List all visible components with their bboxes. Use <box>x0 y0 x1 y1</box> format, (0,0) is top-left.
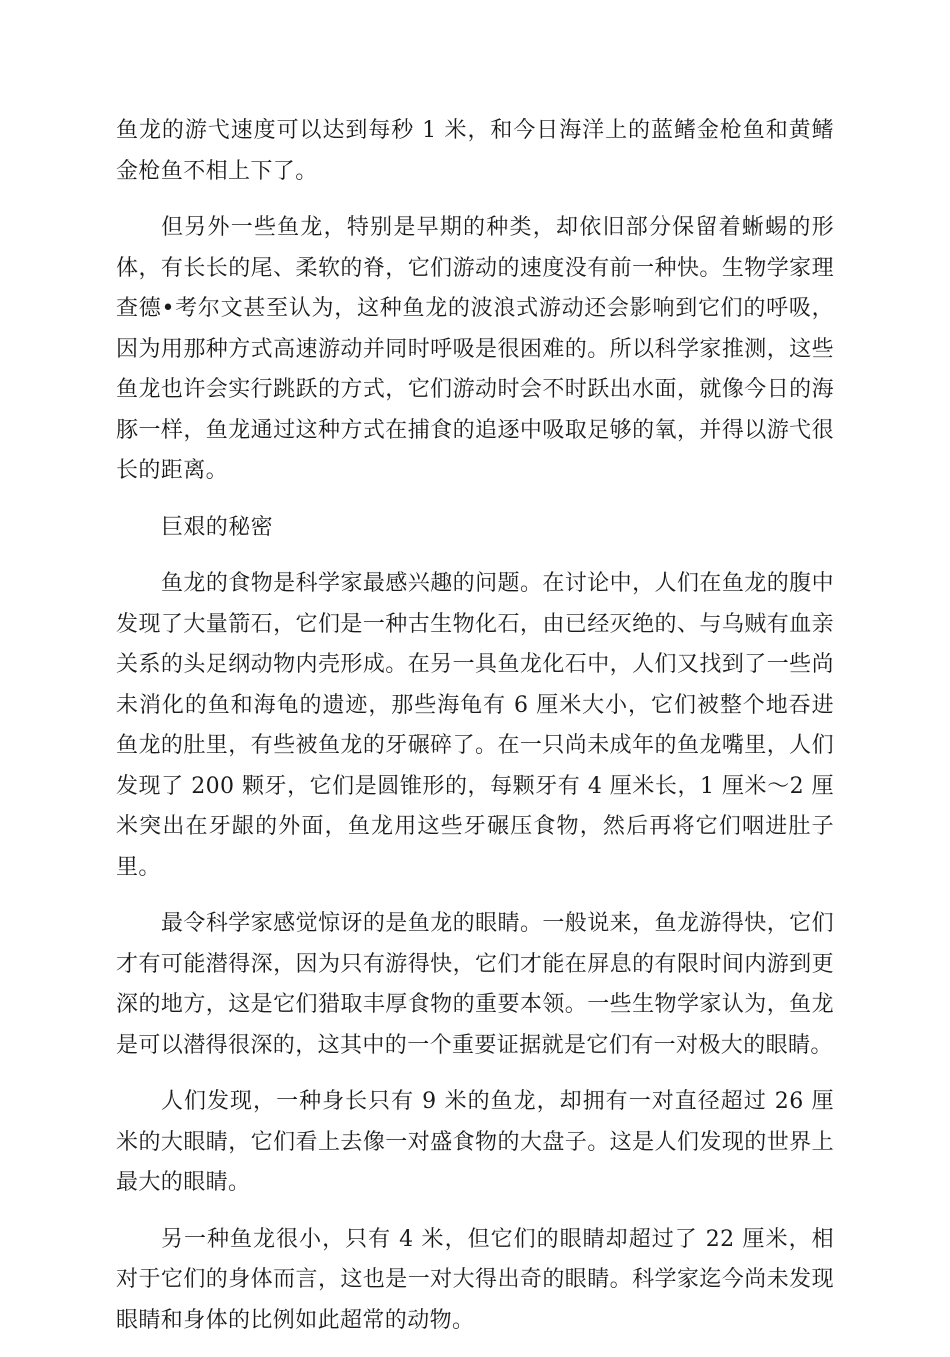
paragraph-swim-speed: 鱼龙的游弋速度可以达到每秒 1 米，和今日海洋上的蓝鳍金枪鱼和黄鳍金枪鱼不相上下了。 <box>116 118 834 184</box>
paragraph-eyes: 最令科学家感觉惊讶的是鱼龙的眼睛。一般说来，鱼龙游得快，它们才有可能潜得深，因为只有游得快，它们才能在屏息的有限时间内游到更深的地方，这是它们猎取丰厚食物的重要本领。一些生物学家认为，鱼龙是可以潜得很深的，这其中的一个重要证据就是它们有一对极大的眼睛。 <box>116 911 834 1058</box>
paragraph-early-species: 但另外一些鱼龙，特别是早期的种类，却依旧部分保留着蜥蜴的形体，有长长的尾、柔软的脊，它们游动的速度没有前一种快。生物学家理查德•考尔文甚至认为，这种鱼龙的波浪式游动还会影响到它们的呼吸，因为用那种方式高速游动并同时呼吸是很困难的。所以科学家推测，这些鱼龙也许会实行跳跃的方式，它们游动时会不时跃出水面，就像今日的海豚一样，鱼龙通过这种方式在捕食的追逐中吸取足够的氧，并得以游弋很长的距离。 <box>116 215 834 483</box>
document-page <box>116 111 834 1357</box>
paragraph-large-eyes: 人们发现，一种身长只有 9 米的鱼龙，却拥有一对直径超过 26 厘米的大眼睛，它们看上去像一对盛食物的大盘子。这是人们发现的世界上最大的眼睛。 <box>116 1089 834 1195</box>
paragraph-small-species: 另一种鱼龙很小，只有 4 米，但它们的眼睛却超过了 22 厘米，相对于它们的身体而言，这也是一对大得出奇的眼睛。科学家迄今尚未发现眼睛和身体的比例如此超常的动物。 <box>116 1226 834 1333</box>
paragraph-food: 鱼龙的食物是科学家最感兴趣的问题。在讨论中，人们在鱼龙的腹中发现了大量箭石，它们是一种古生物化石，由已经灭绝的、与乌贼有血亲关系的头足纲动物内壳形成。在另一具鱼龙化石中，人们又找到了一些尚未消化的鱼和海龟的遗迹，那些海龟有 6 厘米大小，它们被整个地吞进鱼龙的肚里，有些被鱼龙的牙碾碎了。在一只尚未成年的鱼龙嘴里，人们发现了 200 颗牙，它们是圆锥形的，每颗牙有 4 厘米长，1 厘米～2 厘米突出在牙龈的外面，鱼龙用这些牙碾压食物，然后再将它们咽进肚子里。 <box>116 571 834 880</box>
section-heading: 巨艰的秘密 <box>161 514 274 540</box>
